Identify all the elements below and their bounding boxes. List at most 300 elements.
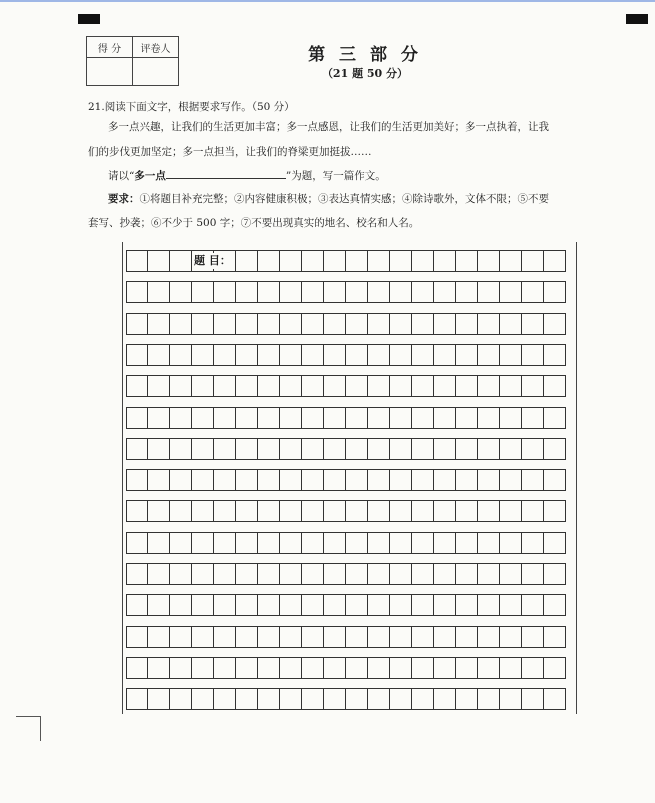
grid-cell[interactable] [258,500,280,522]
grid-cell[interactable] [214,438,236,460]
grid-cell[interactable] [346,313,368,335]
grid-cell[interactable] [500,281,522,303]
grid-cell[interactable] [522,657,544,679]
grid-cell[interactable] [390,657,412,679]
grid-cell[interactable] [192,281,214,303]
grid-cell[interactable] [412,563,434,585]
grid-cell[interactable] [214,375,236,397]
grid-cell[interactable] [412,407,434,429]
grid-cell[interactable] [324,407,346,429]
grid-cell[interactable] [478,500,500,522]
grid-cell[interactable] [192,469,214,491]
grid-cell[interactable] [324,438,346,460]
grid-cell[interactable] [170,594,192,616]
grid-cell[interactable] [148,594,170,616]
grid-cell[interactable] [170,532,192,554]
grid-cell[interactable] [192,438,214,460]
grid-cell[interactable] [522,594,544,616]
grid-cell[interactable] [522,407,544,429]
grid-cell[interactable] [236,688,258,710]
grid-cell[interactable] [368,657,390,679]
grid-cell[interactable] [280,281,302,303]
grid-cell[interactable] [148,626,170,648]
grid-cell[interactable] [258,407,280,429]
grid-cell[interactable] [500,688,522,710]
grid-cell[interactable] [214,657,236,679]
grid-cell[interactable] [236,626,258,648]
grid-cell[interactable] [148,469,170,491]
grid-cell[interactable] [280,375,302,397]
grid-cell[interactable] [346,344,368,366]
grid-cell[interactable] [302,688,324,710]
grid-cell[interactable] [478,563,500,585]
grid-cell[interactable] [346,657,368,679]
grid-cell[interactable] [280,250,302,272]
grid-cell[interactable] [148,500,170,522]
grid-cell[interactable] [412,344,434,366]
grid-cell[interactable] [280,563,302,585]
grid-cell[interactable] [368,500,390,522]
grid-cell[interactable] [368,407,390,429]
grid-cell[interactable] [544,500,566,522]
grid-cell[interactable] [434,375,456,397]
grid-cell[interactable] [390,344,412,366]
grid-cell[interactable] [522,469,544,491]
grid-cell[interactable] [324,688,346,710]
grid-cell[interactable] [390,500,412,522]
grid-cell[interactable] [126,375,148,397]
grid-cell[interactable] [456,344,478,366]
grid-cell[interactable] [148,281,170,303]
grid-cell[interactable] [412,250,434,272]
grid-cell[interactable] [214,500,236,522]
grid-cell[interactable] [412,313,434,335]
grid-cell[interactable] [456,407,478,429]
grid-cell[interactable] [280,407,302,429]
grid-cell[interactable] [346,407,368,429]
grid-cell[interactable] [478,375,500,397]
grid-cell[interactable] [368,281,390,303]
grid-cell[interactable] [192,657,214,679]
grid-cell[interactable] [148,438,170,460]
grid-cell[interactable] [236,250,258,272]
grid-cell[interactable] [280,626,302,648]
grid-cell[interactable] [478,532,500,554]
grid-cell[interactable] [390,375,412,397]
grid-cell[interactable] [478,626,500,648]
grid-cell[interactable] [258,563,280,585]
grid-cell[interactable] [258,626,280,648]
grid-cell[interactable] [126,281,148,303]
grid-cell[interactable] [390,438,412,460]
grid-cell[interactable] [192,313,214,335]
grid-cell[interactable] [236,532,258,554]
grid-cell[interactable] [258,469,280,491]
grid-cell[interactable] [544,375,566,397]
grid-cell[interactable] [280,500,302,522]
grid-cell[interactable] [456,688,478,710]
grid-cell[interactable] [478,281,500,303]
grid-cell[interactable] [214,563,236,585]
grid-cell[interactable] [456,594,478,616]
grid-cell[interactable] [478,250,500,272]
grid-cell[interactable] [500,532,522,554]
grid-cell[interactable] [412,594,434,616]
grid-cell[interactable] [500,594,522,616]
grid-cell[interactable] [434,469,456,491]
grid-cell[interactable] [324,563,346,585]
grid-cell[interactable] [390,313,412,335]
grid-cell[interactable] [192,532,214,554]
grid-cell[interactable] [192,594,214,616]
grid-cell[interactable] [302,281,324,303]
grid-cell[interactable] [522,281,544,303]
grid-cell[interactable] [368,626,390,648]
grid-cell[interactable] [170,438,192,460]
grid-cell[interactable] [302,563,324,585]
score-cell[interactable] [87,58,133,86]
grid-cell[interactable] [522,532,544,554]
grid-cell[interactable] [346,500,368,522]
grid-cell[interactable] [412,532,434,554]
grid-cell[interactable] [258,375,280,397]
grid-cell[interactable] [368,469,390,491]
grid-cell[interactable] [280,438,302,460]
writing-grid[interactable] [122,242,577,714]
grid-cell[interactable] [258,657,280,679]
grid-cell[interactable] [522,563,544,585]
grid-cell[interactable] [544,469,566,491]
grid-cell[interactable] [192,344,214,366]
grid-cell[interactable] [456,563,478,585]
title-blank[interactable] [166,168,286,179]
grid-cell[interactable] [148,313,170,335]
grid-cell[interactable] [522,688,544,710]
grid-cell[interactable] [258,250,280,272]
grid-cell[interactable] [148,532,170,554]
grid-cell[interactable] [544,657,566,679]
grid-cell[interactable] [412,375,434,397]
grid-cell[interactable] [390,250,412,272]
grid-cell[interactable] [214,281,236,303]
grid-cell[interactable] [478,657,500,679]
grid-cell[interactable] [302,657,324,679]
grid-cell[interactable] [302,250,324,272]
grid-cell[interactable] [368,375,390,397]
grid-cell[interactable] [346,469,368,491]
grid-cell[interactable] [434,688,456,710]
grid-cell[interactable] [544,438,566,460]
grid-cell[interactable] [258,281,280,303]
grid-cell[interactable] [236,469,258,491]
grid-cell[interactable] [456,657,478,679]
grid-cell[interactable] [434,250,456,272]
grid-cell[interactable] [280,657,302,679]
grid-cell[interactable] [434,500,456,522]
grid-cell[interactable] [500,438,522,460]
grid-cell[interactable] [324,594,346,616]
grid-cell[interactable] [324,281,346,303]
grid-cell[interactable] [390,688,412,710]
grid-cell[interactable] [170,250,192,272]
grid-cell[interactable] [368,250,390,272]
grid-cell[interactable] [258,313,280,335]
grid-cell[interactable] [214,313,236,335]
grid-cell[interactable] [522,375,544,397]
grid-cell[interactable] [368,313,390,335]
grid-cell[interactable] [456,532,478,554]
grid-cell[interactable] [126,657,148,679]
grid-cell[interactable] [236,407,258,429]
grid-cell[interactable] [170,281,192,303]
grid-cell[interactable] [258,688,280,710]
grid-cell[interactable] [192,563,214,585]
grid-cell[interactable] [346,688,368,710]
grid-cell[interactable] [126,500,148,522]
grid-cell[interactable] [126,438,148,460]
grid-cell[interactable] [456,250,478,272]
grid-cell[interactable] [148,344,170,366]
grid-cell[interactable] [456,313,478,335]
grid-cell[interactable] [544,281,566,303]
grid-cell[interactable] [500,407,522,429]
grid-cell[interactable] [434,626,456,648]
grid-cell[interactable] [368,532,390,554]
grid-cell[interactable] [170,500,192,522]
grid-cell[interactable] [192,688,214,710]
grid-cell[interactable] [258,438,280,460]
grid-cell[interactable] [302,532,324,554]
grid-cell[interactable] [544,688,566,710]
grid-cell[interactable] [434,281,456,303]
grid-cell[interactable] [302,594,324,616]
grid-cell[interactable] [390,407,412,429]
grid-cell[interactable] [170,688,192,710]
grid-cell[interactable] [170,626,192,648]
grid-cell[interactable] [412,688,434,710]
grid-cell[interactable] [522,438,544,460]
grid-cell[interactable] [170,657,192,679]
grid-cell[interactable] [478,407,500,429]
grid-cell[interactable] [500,250,522,272]
grid-cell[interactable] [324,375,346,397]
grid-cell[interactable] [346,375,368,397]
grid-cell[interactable] [258,594,280,616]
grid-cell[interactable] [478,688,500,710]
grid-cell[interactable] [544,313,566,335]
grid-cell[interactable] [280,594,302,616]
grid-cell[interactable] [500,563,522,585]
grid-cell[interactable] [522,500,544,522]
grid-cell[interactable] [126,313,148,335]
grid-cell[interactable] [500,657,522,679]
grid-cell[interactable] [126,563,148,585]
grid-cell[interactable] [324,626,346,648]
grid-cell[interactable] [236,594,258,616]
grid-cell[interactable] [148,657,170,679]
grid-cell[interactable] [126,407,148,429]
grid-cell[interactable] [346,532,368,554]
grid-cell[interactable] [434,594,456,616]
grid-cell[interactable] [324,250,346,272]
grid-cell[interactable] [346,594,368,616]
grid-cell[interactable] [368,344,390,366]
grid-cell[interactable] [236,375,258,397]
grid-cell[interactable] [302,344,324,366]
grid-cell[interactable] [324,469,346,491]
grid-cell[interactable] [324,657,346,679]
grid-cell[interactable] [236,657,258,679]
grid-cell[interactable] [258,532,280,554]
grid-cell[interactable] [214,532,236,554]
grid-cell[interactable] [280,532,302,554]
grid-cell[interactable] [324,532,346,554]
grid-cell[interactable] [544,532,566,554]
grid-cell[interactable] [126,344,148,366]
grid-cell[interactable] [236,500,258,522]
grid-cell[interactable] [368,594,390,616]
grid-cell[interactable] [148,407,170,429]
grid-cell[interactable] [126,250,148,272]
grid-cell[interactable] [368,563,390,585]
grid-cell[interactable] [456,281,478,303]
grid-cell[interactable] [302,407,324,429]
grid-cell[interactable] [412,281,434,303]
grid-cell[interactable] [434,407,456,429]
grid-cell[interactable] [302,438,324,460]
grid-cell[interactable] [280,469,302,491]
grid-cell[interactable] [390,532,412,554]
grid-cell[interactable] [148,563,170,585]
grid-cell[interactable] [544,594,566,616]
grid-cell[interactable] [258,344,280,366]
grid-cell[interactable] [346,281,368,303]
grid-cell[interactable] [434,657,456,679]
grid-cell[interactable] [500,500,522,522]
grid-cell[interactable] [412,469,434,491]
grid-cell[interactable] [500,375,522,397]
grid-cell[interactable] [390,563,412,585]
grid-cell[interactable] [346,438,368,460]
grid-cell[interactable] [478,594,500,616]
grid-cell[interactable] [434,563,456,585]
grid-cell[interactable] [522,344,544,366]
grid-cell[interactable] [346,250,368,272]
grid-cell[interactable] [214,688,236,710]
grid-cell[interactable] [368,438,390,460]
grid-cell[interactable] [324,344,346,366]
grid-cell[interactable] [368,688,390,710]
grid-cell[interactable] [214,407,236,429]
grid-cell[interactable] [302,626,324,648]
grid-cell[interactable] [126,469,148,491]
grid-cell[interactable] [302,375,324,397]
grid-cell[interactable] [500,344,522,366]
grid-cell[interactable] [214,469,236,491]
grid-cell[interactable] [170,407,192,429]
grid-cell[interactable] [280,344,302,366]
grid-cell[interactable] [456,469,478,491]
grid-cell[interactable] [214,626,236,648]
grid-cell[interactable] [170,469,192,491]
grid-cell[interactable] [280,688,302,710]
grid-cell[interactable] [170,563,192,585]
grid-cell[interactable] [434,313,456,335]
grid-cell[interactable] [324,313,346,335]
grid-cell[interactable] [214,594,236,616]
grid-cell[interactable] [346,563,368,585]
grid-cell[interactable] [412,626,434,648]
grid-cell[interactable] [412,657,434,679]
grid-cell[interactable] [456,438,478,460]
grid-cell[interactable] [500,313,522,335]
grid-cell[interactable] [214,344,236,366]
grid-cell[interactable] [302,500,324,522]
grid-cell[interactable] [500,626,522,648]
grid-cell[interactable] [192,407,214,429]
grid-cell[interactable] [434,344,456,366]
grid-cell[interactable] [412,438,434,460]
grid-cell[interactable] [456,626,478,648]
grid-cell[interactable] [126,626,148,648]
grid-cell[interactable] [434,532,456,554]
grid-cell[interactable] [126,594,148,616]
grid-cell[interactable] [456,375,478,397]
grid-cell[interactable] [148,250,170,272]
grid-cell[interactable] [390,594,412,616]
grader-cell[interactable] [133,58,179,86]
grid-cell[interactable] [478,344,500,366]
grid-cell[interactable] [126,532,148,554]
grid-cell[interactable] [478,438,500,460]
grid-cell[interactable] [236,281,258,303]
grid-cell[interactable] [346,626,368,648]
grid-cell[interactable] [522,626,544,648]
grid-cell[interactable] [192,500,214,522]
grid-cell[interactable] [148,688,170,710]
grid-cell[interactable] [544,344,566,366]
grid-cell[interactable] [390,469,412,491]
grid-cell[interactable] [478,469,500,491]
grid-cell[interactable] [236,438,258,460]
grid-cell[interactable] [280,313,302,335]
grid-cell[interactable] [236,563,258,585]
grid-cell[interactable] [544,407,566,429]
grid-cell[interactable] [148,375,170,397]
grid-cell[interactable] [500,469,522,491]
grid-cell[interactable] [544,563,566,585]
grid-cell[interactable] [522,313,544,335]
grid-cell[interactable] [390,281,412,303]
grid-cell[interactable] [170,313,192,335]
grid-cell[interactable] [236,313,258,335]
grid-cell[interactable] [170,375,192,397]
grid-cell[interactable] [236,344,258,366]
grid-cell[interactable] [126,688,148,710]
grid-cell[interactable] [478,313,500,335]
grid-cell[interactable] [522,250,544,272]
grid-cell[interactable] [192,375,214,397]
grid-cell[interactable] [544,626,566,648]
grid-cell[interactable] [302,313,324,335]
grid-cell[interactable] [390,626,412,648]
grid-cell[interactable] [434,438,456,460]
grid-cell[interactable] [544,250,566,272]
grid-cell[interactable] [324,500,346,522]
grid-cell[interactable] [412,500,434,522]
grid-cell[interactable] [456,500,478,522]
grid-cell[interactable] [302,469,324,491]
